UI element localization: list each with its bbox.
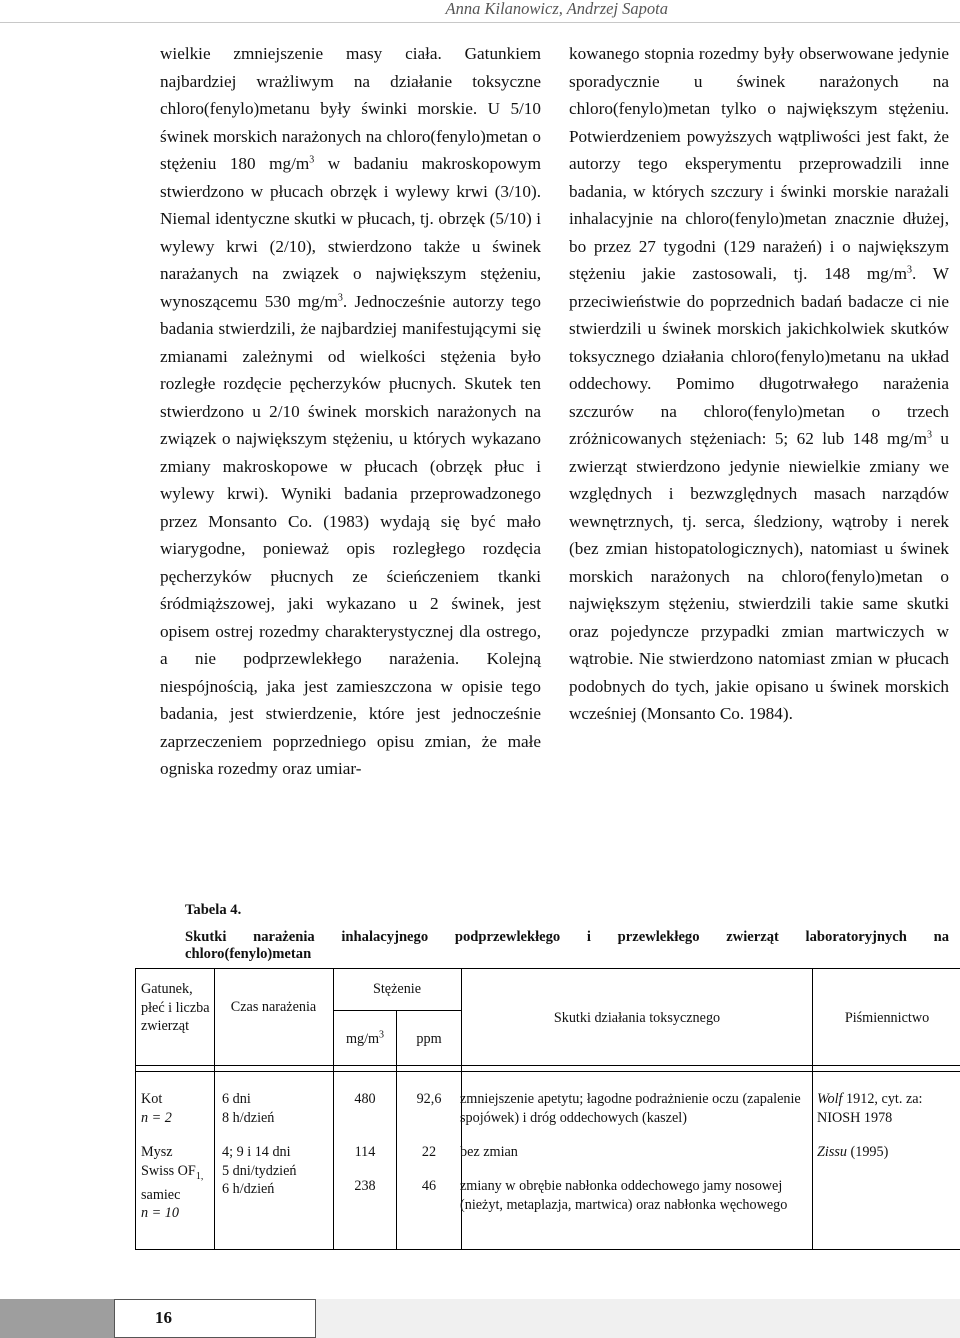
header-ppm: ppm	[416, 1031, 442, 1047]
row2-species: Mysz Swiss $OF_{1,}$ samiec n = 10	[141, 1144, 204, 1222]
running-header	[0, 0, 960, 23]
row2-mg-a: 114	[354, 1144, 376, 1160]
row1-time: 6 dni 8 h/dzień	[222, 1091, 275, 1126]
row2-time: 4; 9 i 14 dni 5 dni/tydzień 6 h/dzień	[222, 1144, 297, 1197]
left-column	[160, 40, 541, 783]
header-time: Czas narażenia	[230, 999, 317, 1015]
header-species: Gatunek, płeć i liczba zwierząt	[141, 981, 210, 1034]
header-mgm3: $mg/m^3$	[345, 1029, 385, 1047]
row1-ref: Wolf 1912, cyt. za: NIOSH 1978	[817, 1091, 923, 1126]
row2-mg-b: 238	[354, 1178, 376, 1194]
row1-ppm: 92,6	[416, 1091, 442, 1107]
row2-ref: Zissu (1995)	[817, 1144, 889, 1160]
header-concentration: Stężenie	[372, 981, 422, 997]
right-paragraph: kowanego stopnia rozedmy były obserwowane jedynie sporadycznie u świnek narażonych na chloro(fenylo)metan tylko o największym stężeniu. Potwierdzeniem powyższych wątpliwości jest fakt, że autorzy tego eksperymentu przeprowadzili inne badania, w których szczury i świnki morskie narażali inhalacyjnie na chloro(fenylo)metan znacznie dłużej, bo przez 27 tygodni (129 narażeń) i o największym stężeniu jakie zastosowali, tj. 148 $mg/m^3$. W przeciwieństwie do poprzednich badań badacze ci nie stwierdzili u świnek morskich jakichkolwiek skutków toksycznego działania chloro(fenylo)metanu na układ oddechowy. Pomimo długotrwałego narażenia szczurów na chloro(fenylo)metan o trzech zróżnicowanych stężeniach: 5; 62 lub 148 $mg/m^3$ u zwierząt stwierdzono jedynie niewielkie zmiany we względnych i bezwzględnych masach narządów wewnętrznych, tj. serca, śledziony, wątroby i nerek (bez zmian histopatologicznych), natomiast u świnek morskich narażonych na chloro(fenylo)metan o największym stężeniu, stwierdzili takie same skutki oraz pojedyncze przypadki zmian martwiczych w wątrobie. Nie stwierdzono natomiast zmian w płucach podobnych do tych, jakie opisano u świnek morskich wcześniej (Monsanto Co. 1984).	[569, 44, 950, 723]
row1-species: Kot n = 2	[141, 1091, 172, 1126]
running-header-authors: Anna Kilanowicz, Andrzej Sapota	[445, 0, 668, 18]
table-title-line1: Skutki narażenia inhalacyjnego podprzewlekłego i przewlekłego zwierząt laboratoryjnych na	[185, 929, 949, 945]
row1-effects: zmniejszenie apetytu; łagodne podrażnienie oczu (zapalenie spojówek) i dróg oddechowych (kaszel)	[460, 1091, 801, 1126]
data-table	[135, 968, 960, 1250]
right-column	[569, 40, 949, 728]
row2-ppm-a: 22	[421, 1144, 437, 1160]
left-paragraph: wielkie zmniejszenie masy ciała. Gatunkiem najbardziej wrażliwym na działanie toksyczne chloro(fenylo)metanu były świnki morskie. U 5/10 świnek morskich narażonych na chloro(fenylo)metan o stężeniu 180 $mg/m^3$ w badaniu makroskopowym stwierdzono w płucach obrzęk i wylewy krwi (3/10). Niemal identyczne skutki w płucach, tj. obrzęk (5/10) i wylewy krwi (2/10), stwierdzono także u świnek narażanych na związek o największym stężeniu, wynoszącemu 530 $mg/m^3$. Jednocześnie autorzy tego badania stwierdzili, że najbardziej manifestującymi się zmianami zależnymi od wielkości stężenia było rozległe rozdęcie pęcherzyków płucnych. Skutek ten stwierdzono u 2/10 świnek morskich narażonych na związek o największym stężeniu, u których wykazano zmiany makroskopowe w płucach (obrzęk płuc i wylewy krwi). Wyniki badania przeprowadzonego przez Monsanto Co. (1983) wydają się być mało wiarygodne, ponieważ opis rozległego rozdęcia pęcherzyków płucnych ze ścieńczeniem tkanki śródmiąższowej, jaki wykazano u 2 świnek, jest opisem ostrej rozedmy charakterystycznej dla ostrego, a nie podprzewlekłego narażenia. Kolejną niespójnością, jaka jest zamieszczona w opisie tego badania, jest stwierdzenie, które jest jednocześnie zaprzeczeniem poprzedniego opisu zmian, że małe ogniska rozedmy oraz umiar-	[160, 44, 542, 778]
table-label: Tabela 4.	[185, 902, 242, 918]
row2-effects-a: bez zmian	[460, 1144, 518, 1160]
footer-accent	[0, 1299, 114, 1338]
row1-mg: 480	[354, 1091, 376, 1107]
header-effects: Skutki działania toksycznego	[553, 1010, 721, 1026]
page-number: 16	[155, 1308, 172, 1327]
page-number-box	[114, 1299, 316, 1338]
table-title-line2: chloro(fenylo)metan	[185, 946, 312, 962]
header-refs: Piśmiennictwo	[844, 1010, 930, 1026]
row2-ppm-b: 46	[421, 1178, 437, 1194]
row2-effects-b: zmiany w obrębie nabłonka oddechowego jamy nosowej (nieżyt, metaplazja, martwica) oraz nabłonka węchowego	[460, 1178, 788, 1213]
